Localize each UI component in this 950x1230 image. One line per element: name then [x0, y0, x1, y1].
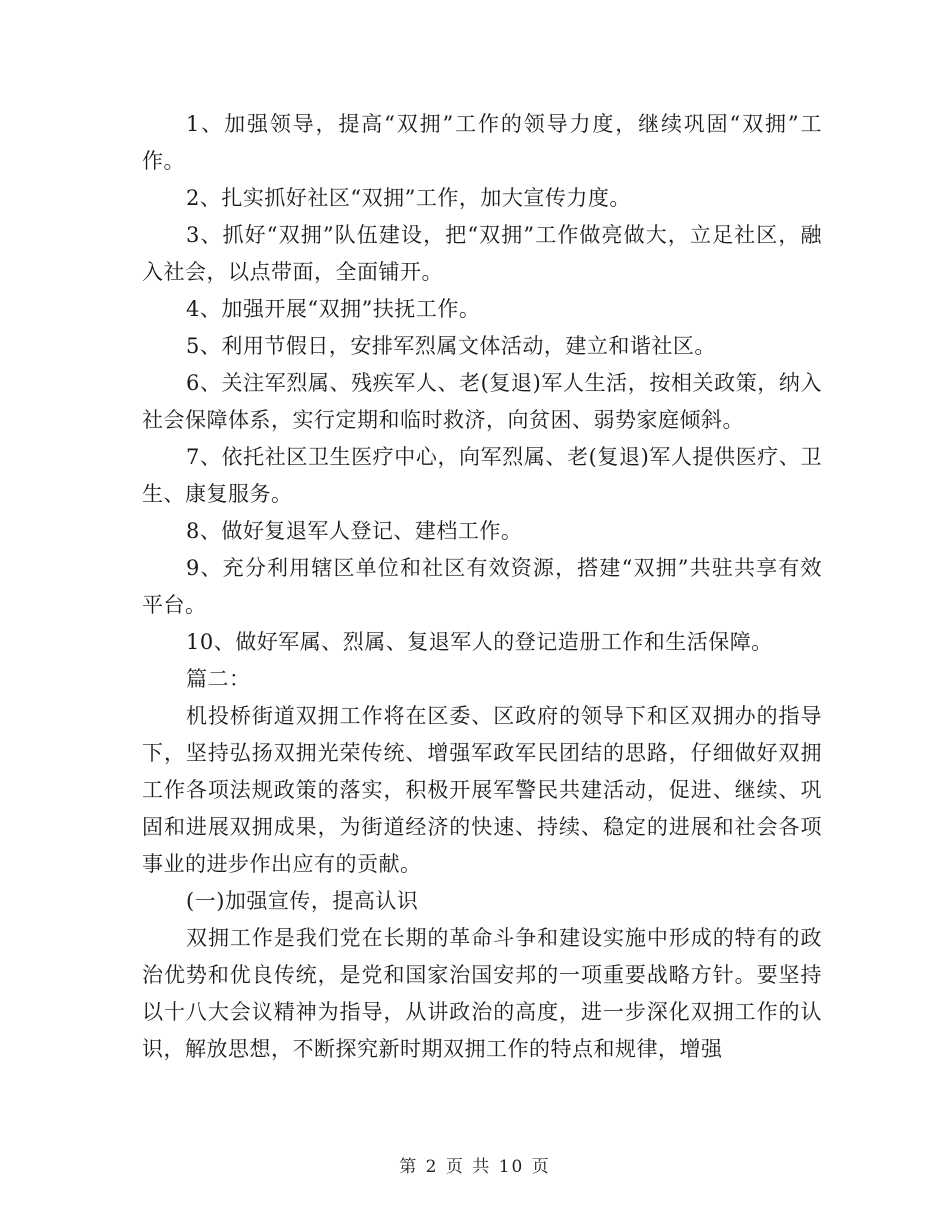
paragraph-item-7: 7、依托社区卫生医疗中心，向军烈属、老(复退)军人提供医疗、卫生、康复服务。: [142, 445, 822, 506]
document-body: [142, 106, 822, 1068]
subsection-heading-1: (一)加强宣传，提高认识: [186, 889, 419, 913]
paragraph-item-4: 4、加强开展“双拥”扶抚工作。: [186, 297, 481, 321]
section-heading-part-two: 篇二：: [186, 667, 251, 691]
paragraph-item-1: 1、加强领导，提高“双拥”工作的领导力度，继续巩固“双拥”工作。: [142, 112, 822, 173]
paragraph-intro: 机投桥街道双拥工作将在区委、区政府的领导下和区双拥办的指导下，坚持弘扬双拥光荣传统、增强军政军民团结的思路，仔细做好双拥工作各项法规政策的落实，积极开展军警民共建活动，促进、继续、巩固和进展双拥成果，为街道经济的快速、持续、稳定的进展和社会各项事业的进步作出应有的贡献。: [142, 704, 822, 876]
paragraph-item-10: 10、做好军属、烈属、复退军人的登记造册工作和生活保障。: [186, 630, 773, 654]
paragraph-item-2: 2、扎实抓好社区“双拥”工作，加大宣传力度。: [186, 186, 631, 210]
paragraph-item-9: 9、充分利用辖区单位和社区有效资源，搭建“双拥”共驻共享有效平台。: [142, 556, 822, 617]
paragraph-item-5: 5、利用节假日，安排军烈属文体活动，建立和谐社区。: [186, 334, 716, 358]
page-footer: 第 2 页 共 10 页: [399, 1157, 551, 1177]
paragraph-body: 双拥工作是我们党在长期的革命斗争和建设实施中形成的特有的政治优势和优良传统，是党和国家治国安邦的一项重要战略方针。要坚持以十八大会议精神为指导，从讲政治的高度，进一步深化双拥工作的认识，解放思想，不断探究新时期双拥工作的特点和规律，增强: [142, 926, 822, 1061]
paragraph-item-3: 3、抓好“双拥”队伍建设，把“双拥”工作做亮做大，立足社区，融入社会，以点带面，全面铺开。: [142, 223, 822, 284]
paragraph-item-6: 6、关注军烈属、残疾军人、老(复退)军人生活，按相关政策，纳入社会保障体系，实行定期和临时救济，向贫困、弱势家庭倾斜。: [142, 371, 822, 432]
paragraph-item-8: 8、做好复退军人登记、建档工作。: [186, 519, 523, 543]
